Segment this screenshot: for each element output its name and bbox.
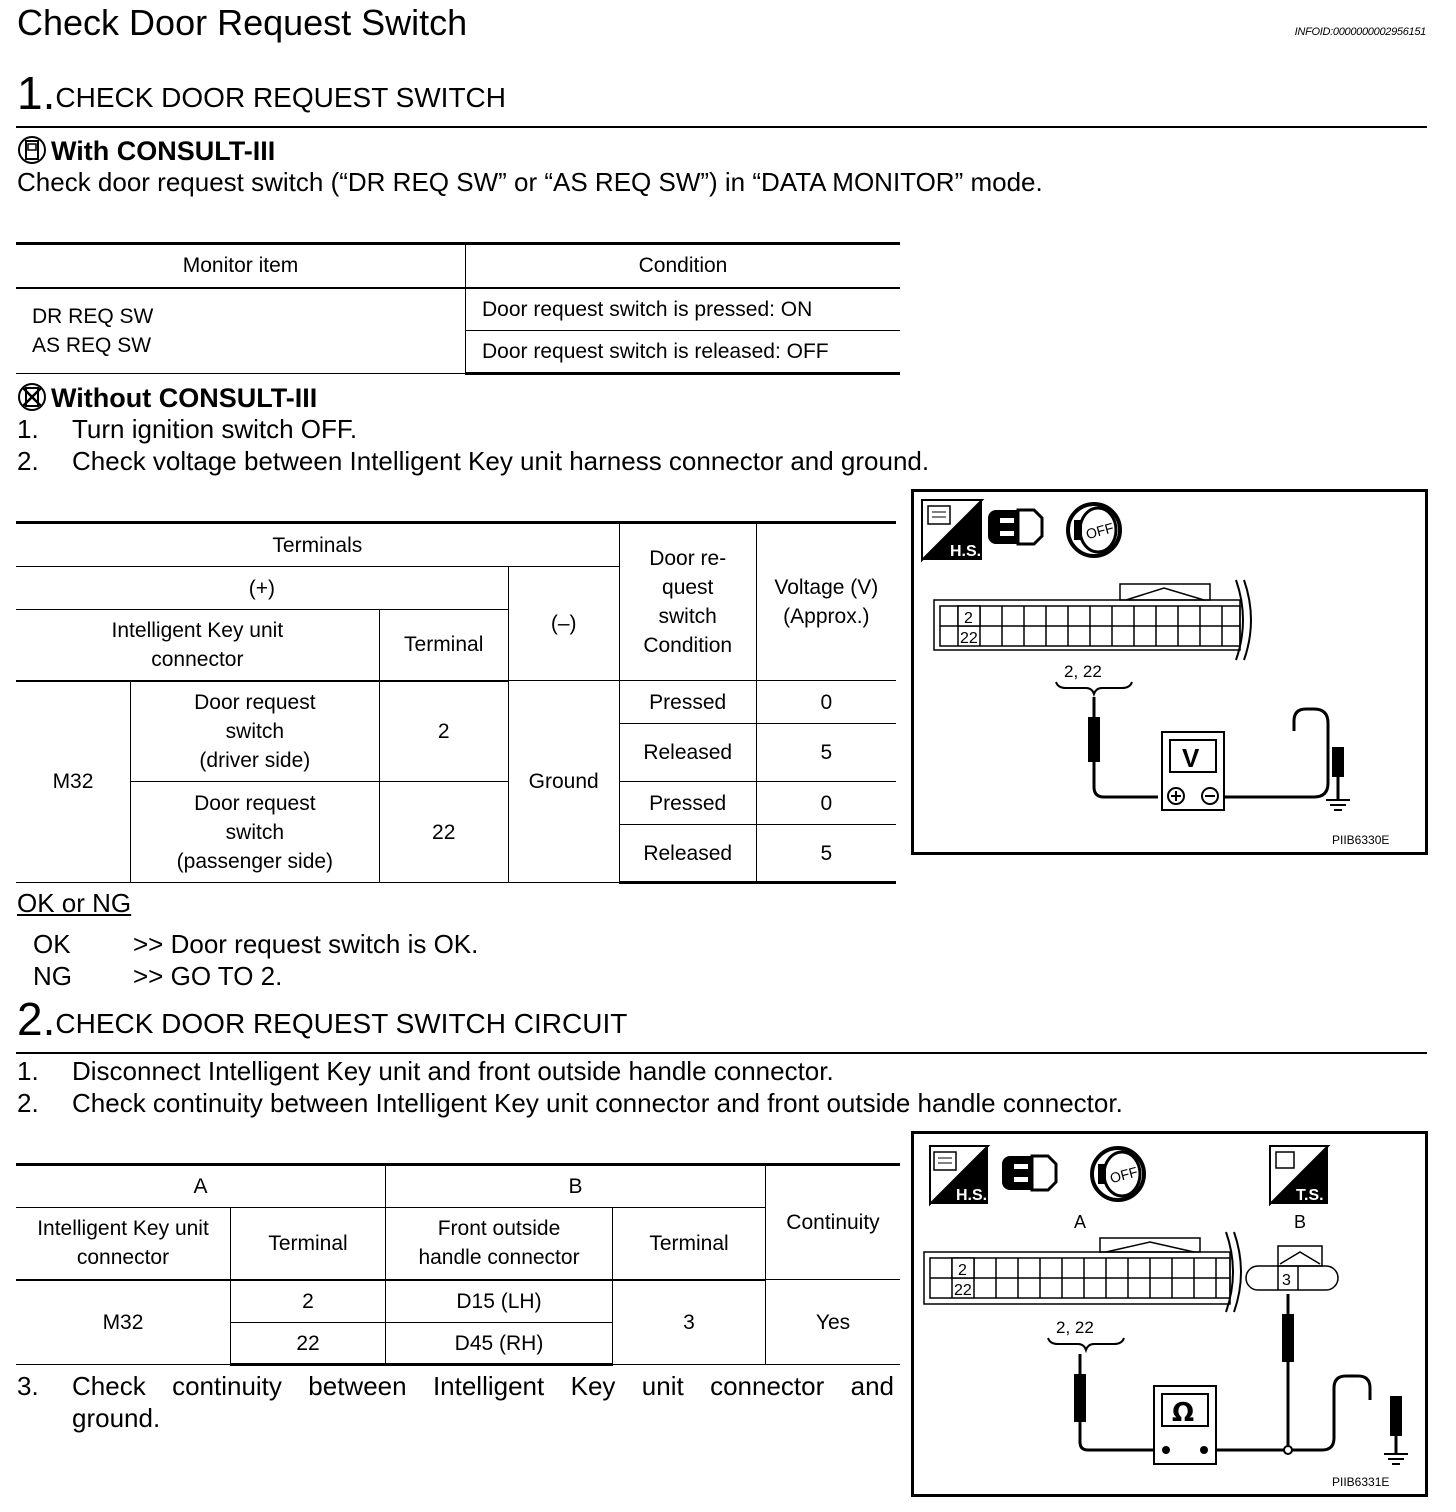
list-text: Check continuity between Intelligent Key unit connector and front outside handle connector. [72,1088,1123,1118]
voltage-cell: 5 [756,825,896,883]
monitor-item-cell [16,288,466,374]
header-terminal-a: Terminal [231,1208,386,1280]
list-item [17,1371,894,1402]
header-ik-connector [16,610,379,681]
list-number: 2. [17,446,39,476]
terminal-cell: 22 [231,1323,386,1365]
header-monitor-item: Monitor item [16,244,466,288]
condition-cell: Released [619,724,756,782]
condition-cell: Pressed [619,782,756,825]
header-condition-line: Condition [643,634,733,657]
list-item [17,446,929,477]
with-consult-heading [17,135,275,167]
no-consult-icon [17,382,47,412]
header-terminals: Terminals [16,523,619,567]
voltage-check-diagram [911,489,1428,855]
figure-code: PIIB6330E [1332,833,1390,847]
terminal-cell: 2 [231,1280,386,1323]
terminal-cell: 22 [379,782,508,883]
condition-cell: Released [619,825,756,883]
header-voltage-line: Voltage (V) [774,576,879,599]
header-ik-line: connector [151,647,244,671]
ts-badge [1270,1146,1328,1204]
result-text: >> GO TO 2. [133,961,283,991]
off-label: OFF [1084,519,1116,543]
result-text: >> Door request switch is OK. [133,929,479,959]
condition-cell: Pressed [619,681,756,724]
hs-badge [930,1146,988,1204]
divider [16,126,1427,128]
header-voltage [756,523,896,681]
terminal-cell: 2 [379,681,508,782]
condition-pressed: Door request switch is pressed: ON [466,288,901,331]
probe-bracket [1056,682,1132,694]
b-terminal-cell: 3 [613,1280,766,1365]
ohmmeter [1154,1386,1216,1464]
step-2-heading [17,992,627,1046]
header-foh-line: Front outside [437,1217,561,1241]
header-ik-line: Intelligent Key unit [111,618,284,642]
voltage-diagram-svg [914,492,1425,852]
header-b: B [386,1165,766,1208]
header-condition [619,523,756,681]
switch-line: (driver side) [199,748,311,772]
off-label: OFF [1108,1163,1140,1187]
hs-label: H.S. [956,1187,988,1204]
switch-line: Door request [194,791,316,815]
ok-ng-label: OK or NG [17,888,132,918]
meter-symbol: Ω [1172,1398,1195,1428]
probe-label: 2, 22 [1064,662,1102,681]
step-1-heading [17,66,506,120]
switch-driver [131,681,380,782]
step-1-title: CHECK DOOR REQUEST SWITCH [55,82,506,113]
result-key: NG [33,961,72,991]
condition-released: Door request switch is released: OFF [466,331,901,374]
page-title: Check Door Request Switch [17,2,468,43]
ground-symbol [1326,800,1350,810]
without-consult-label: Without CONSULT-III [51,383,318,413]
divider [16,1052,1427,1054]
b-connector-cell: D15 (LH) [386,1280,613,1323]
header-ik-line: Intelligent Key unit [37,1217,209,1241]
header-continuity: Continuity [766,1165,901,1280]
harness-connector [934,580,1251,660]
list-item [17,1088,1123,1119]
junction [1284,1446,1292,1454]
figure-code: PIIB6331E [1332,1475,1390,1489]
consult-icon [17,135,47,165]
pin-3-label: 3 [1282,1272,1291,1289]
connector-cell: M32 [16,1280,231,1365]
pin-22-label: 22 [954,1282,972,1299]
switch-line: Door request [194,690,316,714]
probe-a [1074,1374,1086,1422]
monitor-table [16,242,900,375]
header-voltage-line: (Approx.) [783,605,870,628]
header-condition-line: switch [658,605,717,628]
header-ik-line: connector [76,1246,170,1270]
monitor-item-dr: DR REQ SW [32,304,154,328]
list-number: 3. [17,1371,39,1401]
result-ng [33,961,282,992]
list-text: Check voltage between Intelligent Key unit harness connector and ground. [72,446,930,476]
wiring [1080,1294,1396,1454]
ignition-off-icon [1092,1148,1144,1200]
header-terminal: Terminal [379,610,508,681]
probe-b [1282,1314,1294,1362]
connector-icon [988,510,1042,544]
continuity-check-diagram [911,1131,1428,1497]
list-text: Disconnect Intelligent Key unit and front outside handle connector. [72,1056,834,1086]
with-consult-text: Check door request switch (“DR REQ SW” or “AS REQ SW”) in “DATA MONITOR” mode. [17,167,1043,197]
header-foh-line: handle connector [418,1246,580,1270]
b-connector-cell: D45 (RH) [386,1323,613,1365]
voltmeter [1162,732,1224,810]
voltage-cell: 0 [756,782,896,825]
step-2-title: CHECK DOOR REQUEST SWITCH CIRCUIT [55,1008,628,1039]
switch-line: switch [225,820,285,844]
step-2-number: 2. [17,993,56,1045]
connector-a-label: A [1074,1212,1087,1232]
continuity-diagram-svg [914,1134,1425,1494]
connector-icon [1002,1156,1056,1190]
hs-badge [922,500,982,560]
without-consult-heading [17,382,317,414]
list-item [17,1056,834,1087]
switch-passenger [131,782,380,883]
list-number: 1. [17,1056,39,1086]
pin-2-label: 2 [958,1262,967,1279]
header-a: A [16,1165,386,1208]
voltage-cell: 5 [756,724,896,782]
list-text: Check continuity between Intelligent Key unit connector and [72,1371,894,1401]
ground-symbol [1384,1454,1408,1464]
switch-line: (passenger side) [176,849,334,873]
list-item [17,414,357,445]
voltage-table [16,521,896,884]
with-consult-label: With CONSULT-III [51,136,276,166]
voltage-cell: 0 [756,681,896,724]
result-key: OK [33,929,71,959]
continuity-table [16,1163,900,1366]
probe-bracket [1048,1338,1124,1350]
info-id: INFOID:0000000002956151 [1294,26,1426,38]
meter-symbol: V [1182,743,1200,773]
header-minus: (–) [508,567,619,681]
header-foh-connector [386,1208,613,1280]
result-ok [33,929,478,960]
list-text-continuation: ground. [72,1403,161,1433]
probe-minus [1332,747,1344,777]
connector-b [1246,1246,1338,1290]
switch-line: switch [225,719,285,743]
list-number: 1. [17,414,39,444]
monitor-item-as: AS REQ SW [32,333,152,357]
header-terminal-b: Terminal [613,1208,766,1280]
header-condition-line: Door re- [649,547,727,570]
pin-2-label: 2 [964,610,973,627]
probe-plus [1088,717,1100,762]
list-number: 2. [17,1088,39,1118]
header-condition: Condition [466,244,901,288]
header-plus: (+) [16,567,508,610]
probe-ground [1390,1396,1402,1436]
header-ik-connector [16,1208,231,1280]
list-text: Turn ignition switch OFF. [72,414,358,444]
connector-b-label: B [1294,1212,1307,1232]
continuity-result: Yes [766,1280,901,1365]
ts-label: T.S. [1296,1187,1324,1204]
step-1-number: 1. [17,67,56,119]
probe-label: 2, 22 [1056,1318,1094,1337]
header-condition-line: quest [662,576,714,599]
pin-22-label: 22 [960,630,978,647]
connector-cell: M32 [16,681,131,883]
ground-cell: Ground [508,681,619,883]
ignition-off-icon [1068,504,1120,556]
hs-label: H.S. [950,543,982,560]
